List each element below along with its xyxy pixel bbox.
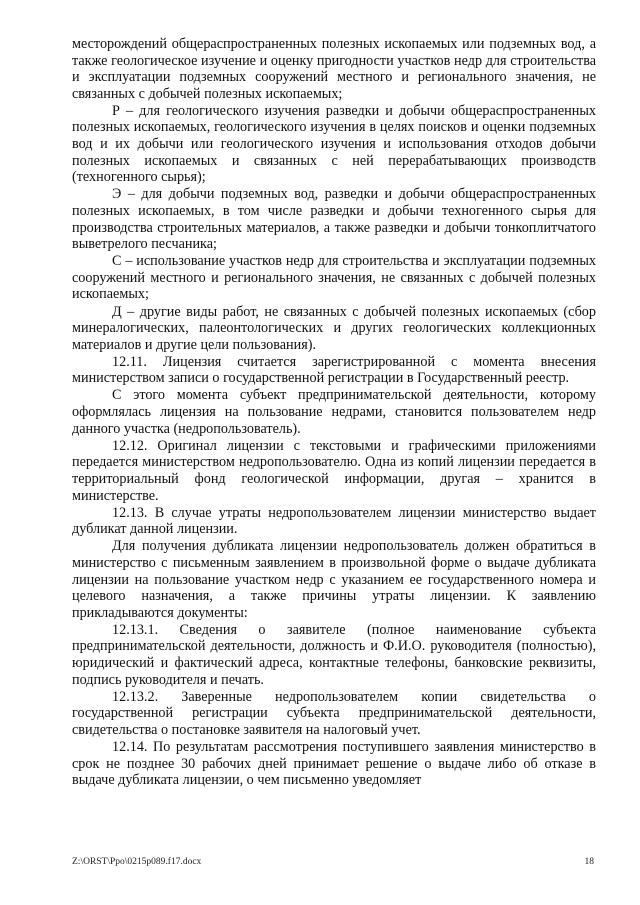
paragraph: 12.12. Оригинал лицензии с текстовыми и графическими приложениями передается министерством недропользователю. Одна из копий лицензии передается в территориальный фонд геологической информации, другая – хранится в министерстве.	[72, 437, 596, 504]
page-number: 18	[584, 857, 594, 867]
paragraph: С этого момента субъект предпринимательской деятельности, которому оформлялась лицензия на пользование недрами, становится пользователем недр данного участка (недропользователь).	[72, 387, 596, 437]
footer-file-path: Z:\ORST\Ppo\0215p089.f17.docx	[72, 857, 202, 867]
paragraph: месторождений общераспространенных полезных ископаемых или подземных вод, а также геологическое изучение и оценку пригодности участков недр для строительства и эксплуатации подземных сооружений местного и регионального значения, не связанных с добычей полезных ископаемых;	[72, 36, 596, 102]
paragraph: 12.14. По результатам рассмотрения поступившего заявления министерство в срок не позднее 30 рабочих дней принимает решение о выдаче либо об отказе в выдаче дубликата лицензии, о чем письменно уведомляет	[72, 738, 596, 789]
paragraph: 12.13.1. Сведения о заявителе (полное наименование субъекта предпринимательской деятельности, должность и Ф.И.О. руководителя (полностью), юридический и фактический адреса, контактные телефоны, банковские реквизиты, подпись руководителя и печать.	[72, 621, 596, 688]
paragraph: С – использование участков недр для строительства и эксплуатации подземных сооружений местного и регионального значения, не связанных с добычей полезных ископаемых;	[72, 253, 596, 303]
paragraph: Э – для добычи подземных вод, разведки и добычи общераспространенных полезных ископаемых, в том числе разведки и добычи техногенного сырья для производства строительных материалов, а также разведки и добычи тонкоплитчатого выветрелого песчаника;	[72, 186, 596, 253]
paragraph: Р – для геологического изучения разведки и добычи общераспространенных полезных ископаемых, геологического изучения в целях поисков и оценки подземных вод и их добычи или геологического изучения и использования отходов добычи полезных ископаемых и связанных с ней перерабатывающих производств (техногенного сырья);	[72, 102, 596, 186]
paragraph: Д – другие виды работ, не связанных с добычей полезных ископаемых (сбор минералогических, палеонтологических и других геологических коллекционных материалов и другие цели пользования).	[72, 303, 596, 353]
paragraph: 12.13.2. Заверенные недропользователем копии свидетельства о государственной регистрации субъекта предпринимательской деятельности, свидетельства о постановке заявителя на налоговый учет.	[72, 688, 596, 738]
paragraph: 12.13. В случае утраты недропользователем лицензии министерство выдает дубликат данной лицензии.	[72, 504, 596, 538]
paragraph: 12.11. Лицензия считается зарегистрированной с момента внесения министерством записи о государственной регистрации в Государственный реестр.	[72, 353, 596, 387]
document-body	[72, 36, 596, 789]
paragraph: Для получения дубликата лицензии недропользователь должен обратиться в министерство с письменным заявлением в произвольной форме о выдаче дубликата лицензии на пользование участком недр с указанием ее государственного номера и целевого назначения, а также причины утраты лицензии. К заявлению прикладываются документы:	[72, 538, 596, 621]
